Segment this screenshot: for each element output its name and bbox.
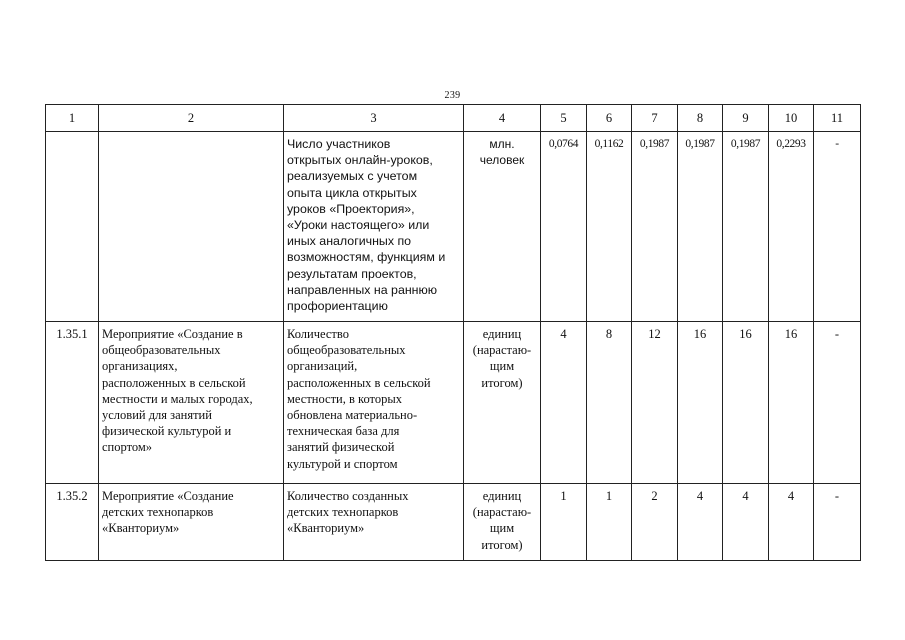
unit-line: единиц (482, 327, 522, 341)
event-line: Мероприятие «Создание (102, 489, 234, 503)
event-line: организациях, (102, 359, 178, 374)
value-cell: 0,1987 (723, 132, 769, 322)
column-header: 8 (678, 105, 723, 132)
indicator-line: Количество (287, 327, 349, 341)
unit-cell (464, 484, 541, 561)
indicator-line: расположенных в сельской (287, 375, 431, 390)
unit-cell (464, 322, 541, 484)
unit-line: единиц (482, 489, 522, 503)
value-cell: 12 (632, 322, 678, 484)
event-cell (99, 322, 284, 484)
indicator-line: опыта цикла открытых (287, 185, 417, 200)
indicator-line: реализуемых с учетом (287, 169, 418, 184)
event-line: общеобразовательных (102, 343, 221, 358)
indicator-line: обновлена материально- (287, 408, 418, 423)
unit-line: (нарастаю- (472, 343, 532, 358)
value-cell: 0,2293 (769, 132, 814, 322)
column-header-row (46, 105, 861, 132)
row-code: 1.35.1 (46, 322, 99, 484)
column-header: 7 (632, 105, 678, 132)
indicator-line: «Кванториум» (287, 521, 365, 536)
event-line: «Кванториум» (102, 521, 180, 536)
unit-line: человек (479, 153, 525, 168)
column-header: 11 (814, 105, 861, 132)
value-cell: 1 (587, 484, 632, 561)
column-header: 10 (769, 105, 814, 132)
indicator-line: Количество созданных (287, 489, 409, 503)
event-line: детских технопарков (102, 505, 214, 520)
indicator-line: результатам проектов, (287, 266, 417, 281)
unit-line: итогом) (481, 375, 523, 390)
value-cell: - (814, 132, 861, 322)
value-cell: 4 (541, 322, 587, 484)
indicator-line: иных аналогичных по (287, 234, 412, 249)
row-code: 1.35.2 (46, 484, 99, 561)
row-code (46, 132, 99, 322)
event-line: Мероприятие «Создание в (102, 327, 243, 341)
column-header: 3 (284, 105, 464, 132)
table-row (46, 322, 861, 484)
table-row (46, 484, 861, 561)
indicator-line: техническая база для (287, 424, 400, 439)
indicator-line: направленных на раннюю (287, 282, 438, 297)
unit-line: млн. (489, 137, 515, 151)
event-cell (99, 132, 284, 322)
value-cell: 0,0764 (541, 132, 587, 322)
value-cell: 2 (632, 484, 678, 561)
event-line: расположенных в сельской (102, 375, 246, 390)
indicator-line: культурой и спортом (287, 456, 398, 471)
event-line: спортом» (102, 440, 153, 455)
indicator-line: уроков «Проектория», (287, 201, 415, 216)
column-header: 5 (541, 105, 587, 132)
indicator-line: профориентацию (287, 299, 388, 314)
unit-cell (464, 132, 541, 322)
unit-line: щим (489, 521, 515, 536)
page-number: 239 (444, 90, 461, 101)
value-cell: 0,1987 (632, 132, 678, 322)
value-cell: 0,1987 (678, 132, 723, 322)
column-header: 2 (99, 105, 284, 132)
event-cell (99, 484, 284, 561)
indicator-line: Число участников (287, 137, 391, 151)
event-line: местности и малых городах, (102, 391, 253, 406)
indicator-cell (284, 484, 464, 561)
column-header: 4 (464, 105, 541, 132)
value-cell: 16 (678, 322, 723, 484)
value-cell: 1 (541, 484, 587, 561)
value-cell: 16 (723, 322, 769, 484)
column-header: 1 (46, 105, 99, 132)
event-line: условий для занятий (102, 408, 212, 423)
table-row (46, 132, 861, 322)
column-header: 9 (723, 105, 769, 132)
indicator-line: занятий физической (287, 440, 395, 455)
indicator-line: «Уроки настоящего» или (287, 218, 430, 233)
column-header: 6 (587, 105, 632, 132)
program-table (45, 104, 861, 561)
indicator-line: местности, в которых (287, 391, 402, 406)
indicator-cell (284, 322, 464, 484)
indicator-line: общеобразовательных (287, 343, 406, 358)
unit-line: щим (489, 359, 515, 374)
value-cell: - (814, 484, 861, 561)
value-cell: 8 (587, 322, 632, 484)
indicator-cell (284, 132, 464, 322)
unit-line: итогом) (481, 537, 523, 552)
value-cell: 4 (678, 484, 723, 561)
indicator-line: детских технопарков (287, 505, 399, 520)
value-cell: - (814, 322, 861, 484)
value-cell: 4 (723, 484, 769, 561)
indicator-line: возможностям, функциям и (287, 250, 446, 265)
unit-line: (нарастаю- (472, 505, 532, 520)
indicator-line: открытых онлайн-уроков, (287, 153, 433, 168)
value-cell: 16 (769, 322, 814, 484)
value-cell: 4 (769, 484, 814, 561)
indicator-line: организаций, (287, 359, 358, 374)
value-cell: 0,1162 (587, 132, 632, 322)
event-line: физической культурой и (102, 424, 232, 439)
